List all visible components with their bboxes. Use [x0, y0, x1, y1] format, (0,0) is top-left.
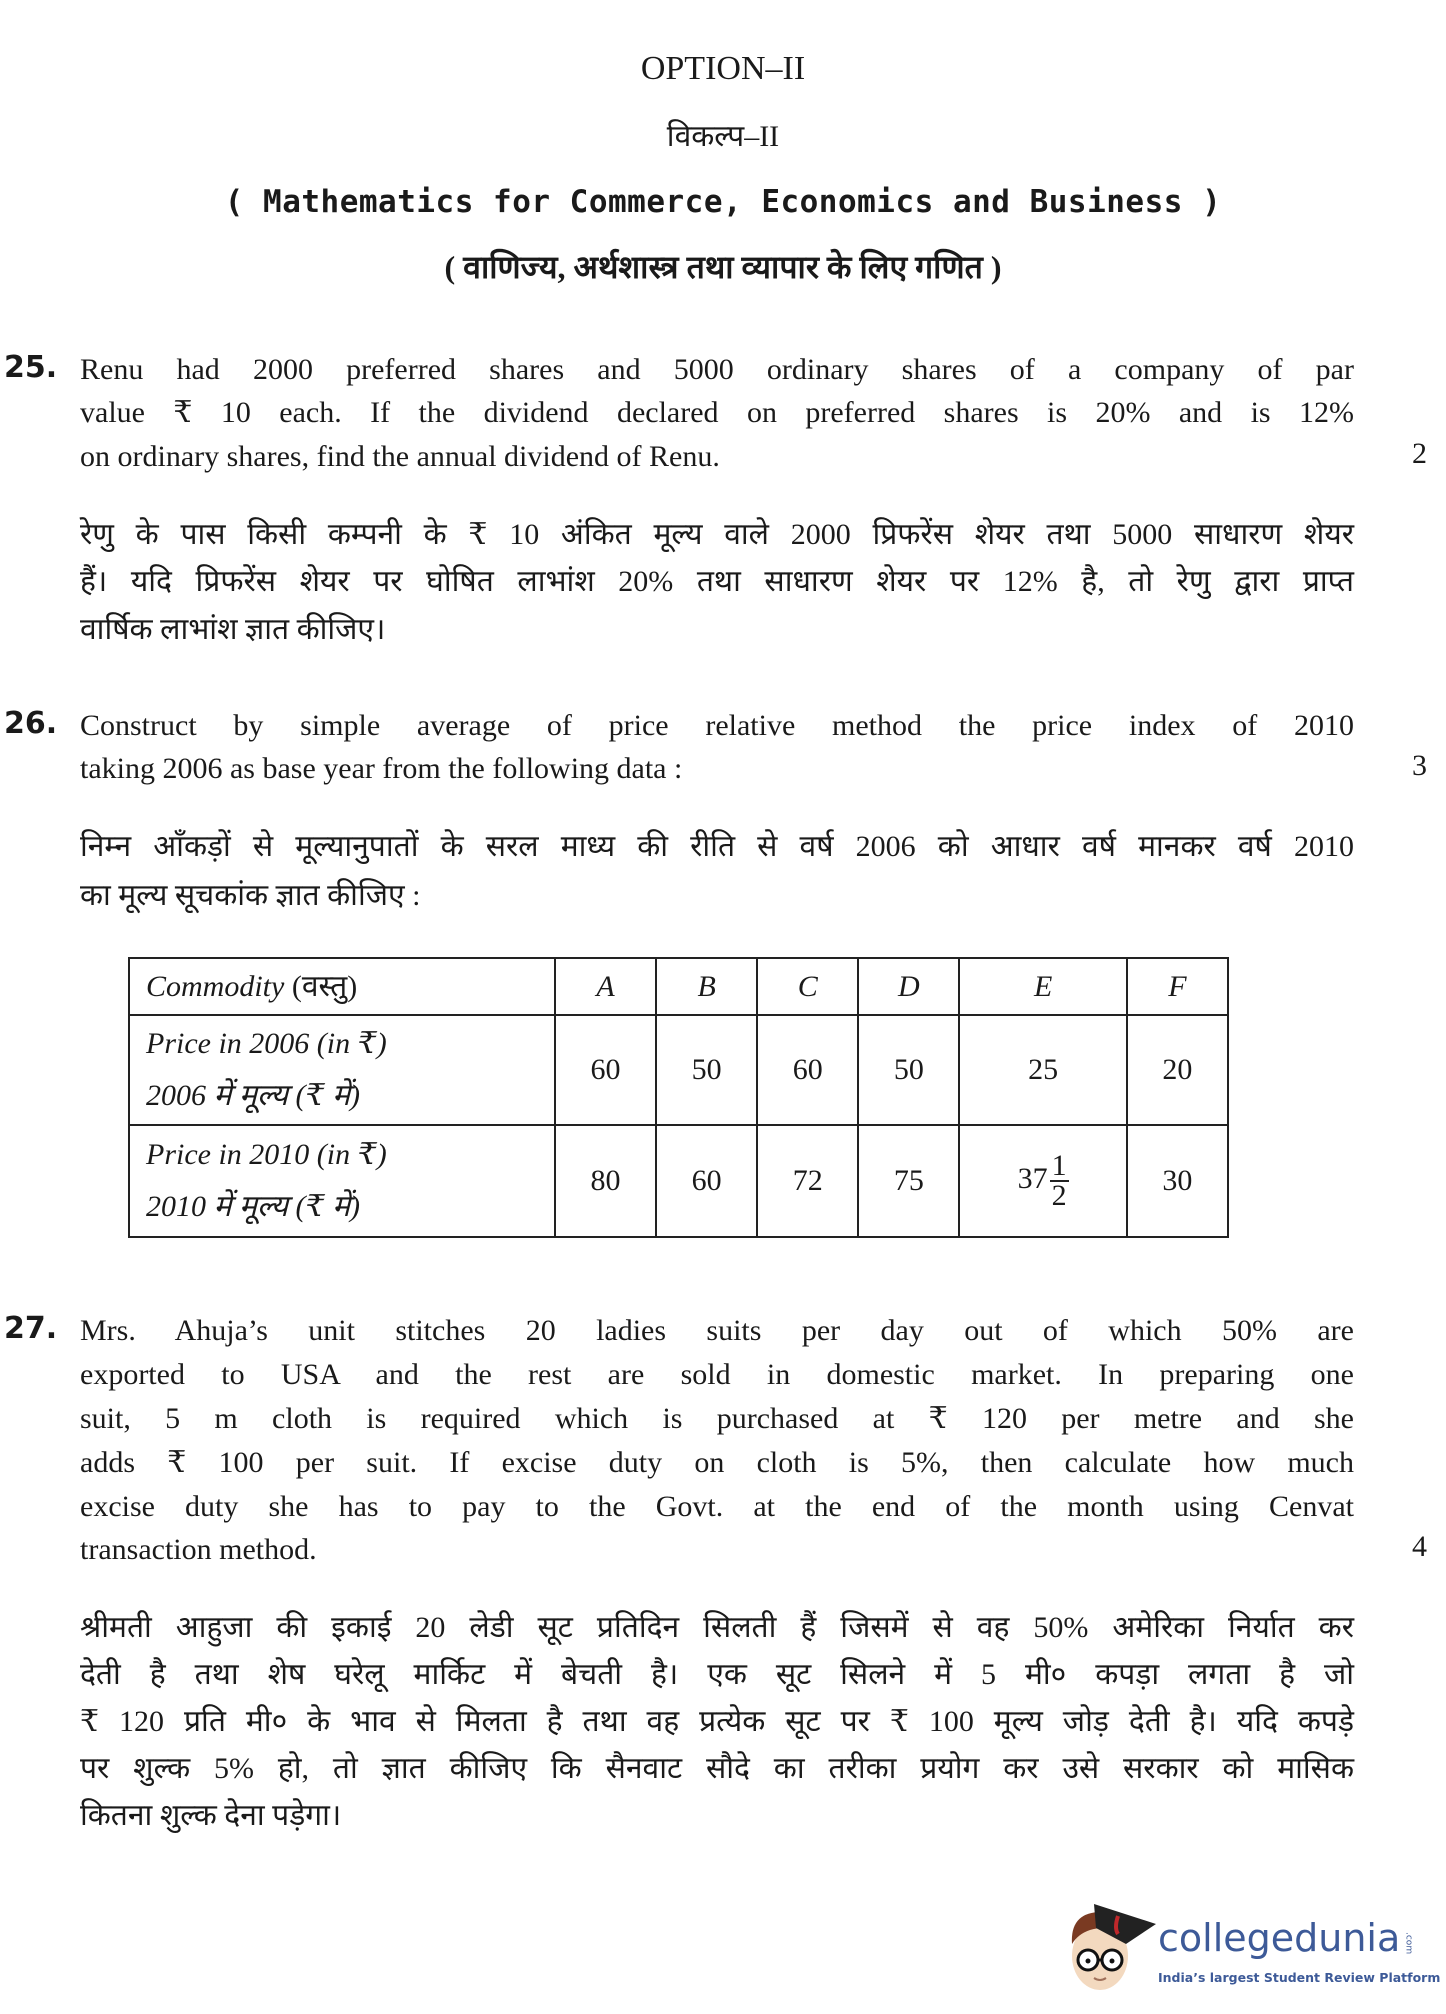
question-text-line: transaction method.	[80, 1533, 317, 1566]
question-text-hindi-line: वार्षिक लाभांश ज्ञात कीजिए।	[80, 613, 386, 646]
brand-row	[1158, 1914, 1413, 1962]
value-cell: 60	[656, 1125, 757, 1237]
value-cell: 25	[959, 1015, 1126, 1125]
value-cell: 80	[555, 1125, 656, 1237]
question-text-line: Mrs. Ahuja’s unit stitches 20 ladies suits per day out of which 50% are	[80, 1314, 1354, 1347]
table-row	[129, 1125, 1228, 1237]
value-cell: 72	[757, 1125, 858, 1237]
question-text-hindi-line: निम्न आँकड़ों से मूल्यानुपातों के सरल माध्य की रीति से वर्ष 2006 को आधार वर्ष मानकर वर्ष 2010	[80, 830, 1354, 863]
question-text-line: value ₹ 10 each. If the dividend declared on preferred shares is 20% and is 12%	[80, 396, 1354, 429]
value-cell: 20	[1127, 1015, 1228, 1125]
value-cell: 50	[858, 1015, 959, 1125]
question-text-hindi-line: ₹ 120 प्रति मी० के भाव से मिलता है तथा वह प्रत्येक सूट पर ₹ 100 मूल्य जोड़ देती है। यदि कपड़े	[80, 1705, 1354, 1738]
collegedunia-watermark	[1060, 1894, 1446, 1999]
question-number: 26.	[4, 706, 58, 741]
question-text-line: adds ₹ 100 per suit. If excise duty on cloth is 5%, then calculate how much	[80, 1446, 1354, 1479]
commodity-cell: F	[1127, 958, 1228, 1015]
marks: 3	[1412, 749, 1427, 782]
value-cell: 30	[1127, 1125, 1228, 1237]
marks: 2	[1412, 437, 1427, 470]
commodity-cell: B	[656, 958, 757, 1015]
commodity-cell: C	[757, 958, 858, 1015]
question-text-line: excise duty she has to pay to the Govt. at the end of the month using Cenvat	[80, 1490, 1354, 1523]
brand-name: collegedunia	[1158, 1916, 1401, 1960]
brand-tagline: India’s largest Student Review Platform	[1158, 1970, 1441, 1985]
question-text-hindi-line: रेणु के पास किसी कम्पनी के ₹ 10 अंकित मूल्य वाले 2000 प्रिफरेंस शेयर तथा 5000 साधारण शेयर	[80, 518, 1354, 551]
question-text-hindi-line: का मूल्य सूचकांक ज्ञात कीजिए :	[80, 879, 421, 912]
price-data-table	[128, 957, 1229, 1238]
value-cell: 50	[656, 1015, 757, 1125]
table-header-row	[129, 958, 1228, 1015]
question-text-hindi-line: कितना शुल्क देना पड़ेगा।	[80, 1799, 342, 1832]
option-title: OPTION–II	[640, 50, 806, 87]
question-text-line: Construct by simple average of price relative method the price index of 2010	[80, 709, 1354, 742]
commodity-cell: E	[959, 958, 1126, 1015]
commodity-cell: D	[858, 958, 959, 1015]
commodity-cell: A	[555, 958, 656, 1015]
value-cell: 60	[757, 1015, 858, 1125]
table-row	[129, 1015, 1228, 1125]
question-text-line: Renu had 2000 preferred shares and 5000 ordinary shares of a company of par	[80, 353, 1354, 386]
value-cell-mixed-fraction: 37 $\frac{1}{2}$	[959, 1125, 1126, 1237]
price-2010-label: Price in 2010 (in ₹) 2010 में मूल्य (₹ में)	[129, 1125, 555, 1237]
marks: 4	[1412, 1530, 1427, 1563]
subject-title: ( Mathematics for Commerce, Economics and Business )	[224, 184, 1222, 220]
question-text-line: exported to USA and the rest are sold in domestic market. In preparing one	[80, 1358, 1354, 1391]
value-cell: 75	[858, 1125, 959, 1237]
option-title-hindi: विकल्प–II	[666, 120, 780, 153]
subject-title-hindi: ( वाणिज्य, अर्थशास्त्र तथा व्यापार के लिए गणित )	[444, 249, 1002, 285]
question-text-hindi-line: देती है तथा शेष घरेलू मार्किट में बेचती है। एक सूट सिलने में 5 मी० कपड़ा लगता है जो	[80, 1658, 1354, 1691]
brand-domain: .com	[1403, 1931, 1414, 1954]
fraction: $\frac{1}{2}$	[1051, 1149, 1067, 1212]
commodity-header: Commodity (वस्तु)	[129, 958, 555, 1015]
question-number: 27.	[4, 1311, 58, 1346]
question-text-hindi-line: श्रीमती आहुजा की इकाई 20 लेडी सूट प्रतिदिन सिलती हैं जिसमें से वह 50% अमेरिका निर्यात कर	[80, 1611, 1354, 1644]
question-text-line: on ordinary shares, find the annual dividend of Renu.	[80, 440, 720, 473]
question-text-hindi-line: हैं। यदि प्रिफरेंस शेयर पर घोषित लाभांश 20% तथा साधारण शेयर पर 12% है, तो रेणु द्वारा प्राप्त	[80, 565, 1354, 598]
question-text-hindi-line: पर शुल्क 5% हो, तो ज्ञात कीजिए कि सैनवाट सौदे का तरीका प्रयोग कर उसे सरकार को मासिक	[80, 1752, 1354, 1785]
question-text-line: suit, 5 m cloth is required which is purchased at ₹ 120 per metre and she	[80, 1402, 1354, 1435]
question-number: 25.	[4, 350, 58, 385]
price-2006-label: Price in 2006 (in ₹) 2006 में मूल्य (₹ में)	[129, 1015, 555, 1125]
value-cell: 60	[555, 1015, 656, 1125]
question-text-line: taking 2006 as base year from the following data :	[80, 752, 683, 785]
mascot-icon	[1060, 1894, 1156, 1999]
